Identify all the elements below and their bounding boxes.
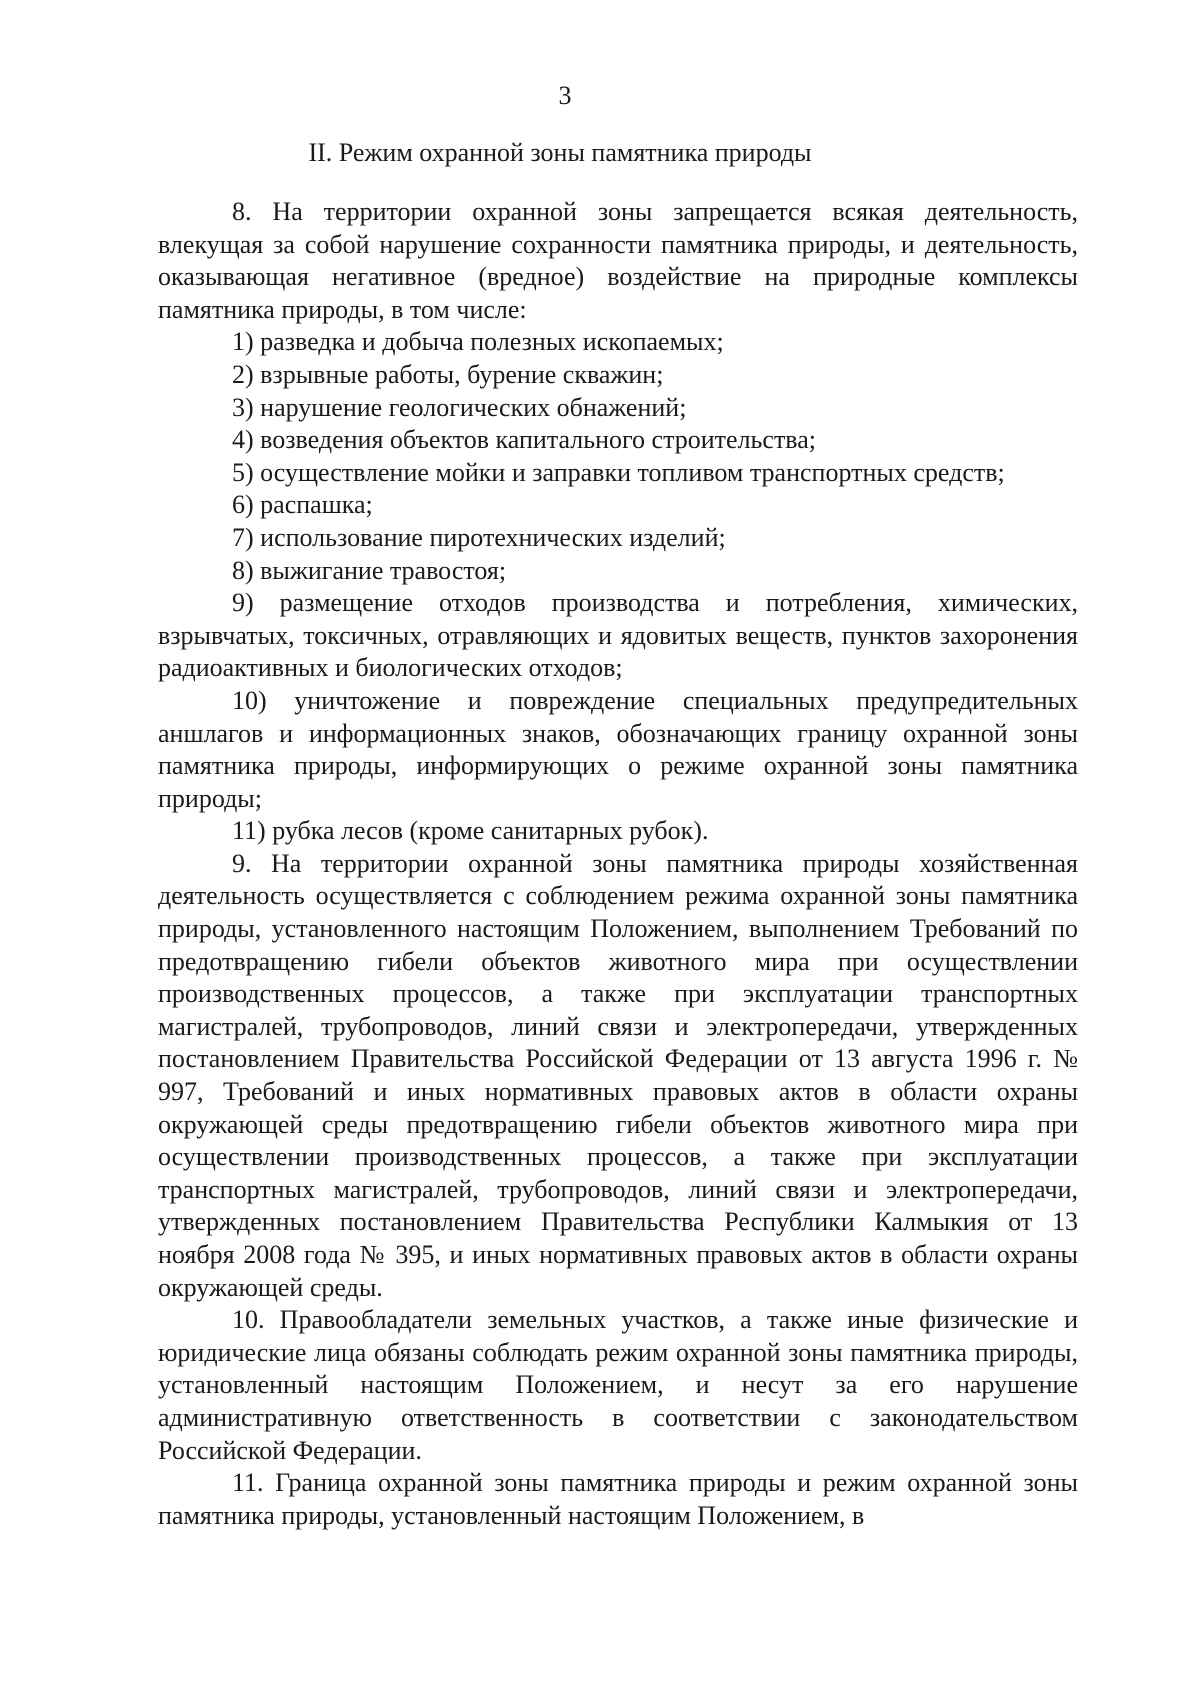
list-item: 10) уничтожение и повреждение специальных предупредительных аншлагов и информационных знаков, обозначающих границу охранной зоны памятника природы, информирующих о режиме охранной зоны памятника природы;: [158, 685, 1078, 813]
paragraph-11: 11. Граница охранной зоны памятника природы и режим охранной зоны памятника природы, установленный настоящим Положением, в: [158, 1468, 1078, 1530]
list-item: 4) возведения объектов капитального строительства;: [232, 425, 816, 455]
list-item: 1) разведка и добыча полезных ископаемых;: [232, 327, 724, 357]
list-item: 9) размещение отходов производства и потребления, химических, взрывчатых, токсичных, отравляющих и ядовитых веществ, пунктов захоронения радиоактивных и биологических отходов;: [158, 588, 1078, 683]
list-item: 5) осуществление мойки и заправки топливом транспортных средств;: [232, 457, 1005, 487]
list-item: 11) рубка лесов (кроме санитарных рубок).: [232, 816, 709, 846]
list-item: 7) использование пиротехнических изделий;: [232, 522, 726, 552]
list-item: 3) нарушение геологических обнажений;: [232, 392, 687, 422]
list-item: 2) взрывные работы, бурение скважин;: [232, 359, 664, 389]
list-item: 6) распашка;: [232, 490, 373, 520]
paragraph-9: 9. На территории охранной зоны памятника природы хозяйственная деятельность осуществляется с соблюдением режима охранной зоны памятника природы, установленного настоящим Положением, выполнением Требований по предотвращению гибели объектов животного мира при осуществлении производственных процессов, а также при эксплуатации транспортных магистралей, трубопроводов, линий связи и электропередачи, утвержденных постановлением Правительства Российской Федерации от 13 августа 1996 г. № 997, Требований и иных нормативных правовых актов в области охраны окружающей среды предотвращению гибели объектов животного мира при осуществлении производственных процессов, а также при эксплуатации транспортных магистралей, трубопроводов, линий связи и электропередачи, утвержденных постановлением Правительства Республики Калмыкия от 13 ноября 2008 года № 395, и иных нормативных правовых актов в области охраны окружающей среды.: [158, 848, 1078, 1302]
section-title: II. Режим охранной зоны памятника природы: [308, 138, 812, 167]
page-number: 3: [558, 81, 572, 110]
document-body: [158, 196, 1078, 1532]
paragraph-10: 10. Правообладатели земельных участков, а также иные физические и юридические лица обязаны соблюдать режим охранной зоны памятника природы, установленный настоящим Положением, и несут за его нарушение административную ответственность в соответствии с законодательством Российской Федерации.: [158, 1305, 1078, 1465]
paragraph-8: 8. На территории охранной зоны запрещается всякая деятельность, влекущая за собой нарушение сохранности памятника природы, и деятельность, оказывающая негативное (вредное) воздействие на природные комплексы памятника природы, в том числе:: [158, 197, 1078, 324]
list-item: 8) выжигание травостоя;: [232, 555, 507, 585]
